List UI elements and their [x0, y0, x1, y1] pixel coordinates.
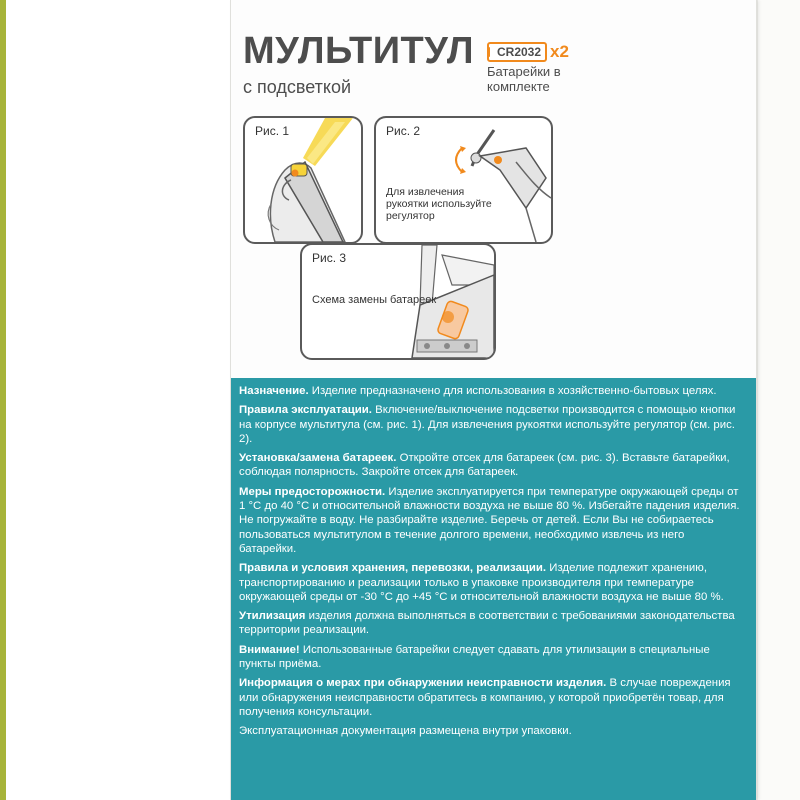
figure-1: [243, 116, 363, 244]
figure-3-label: Рис. 3: [312, 251, 347, 265]
instructions-block: [231, 378, 756, 800]
instruction-paragraph: Правила и условия хранения, перевозки, реализации. Изделие подлежит хранению, транспортированию и реализации только в упаковке производителя при температуре окружающей среды от -30 °С до +45 °С и относительной влажности воздуха не выше 80 %.: [239, 562, 724, 603]
battery-count: x2: [550, 42, 569, 61]
figure-1-label: Рис. 1: [255, 124, 290, 138]
product-subtitle: с подсветкой: [243, 77, 352, 97]
figure-2-label: Рис. 2: [386, 124, 421, 138]
instruction-paragraph: Утилизация изделия должна выполняться в соответствии с требованиями законодательства территории реализации.: [239, 610, 735, 637]
instruction-paragraph: Информация о мерах при обнаружении неисправности изделия. В случае повреждения или обнаружения неисправности обратитесь в компанию, у которой приобретён товар, для получения консультации.: [239, 677, 731, 718]
figure-3: [300, 243, 496, 360]
instruction-paragraph: Назначение. Изделие предназначено для использования в хозяйственно-бытовых целях.: [239, 385, 717, 397]
battery-badge: [487, 42, 569, 62]
battery-icon: CR2032: [487, 42, 547, 62]
product-title: МУЛЬТИТУЛ: [243, 30, 475, 72]
figure-3-caption: Схема замены батареек: [312, 294, 437, 306]
instruction-paragraph: Внимание! Использованные батарейки следует сдавать для утилизации в специальные пункты приёма.: [239, 643, 710, 671]
battery-note: Батарейки в комплекте: [487, 64, 561, 94]
left-edge-strip: [0, 0, 6, 800]
instruction-paragraph: Меры предосторожности. Изделие эксплуатируется при температуре окружающей среды от 1 °С до 40 °С и относительной влажности воздуха не выше 80 %. Избегайте падения изделия. Не погружайте в воду. Не разбирайте изделие. Беречь от детей. Если Вы не собираетесь пользоваться мультитулом в течение долгого времени, необходимо извлечь из него батарейки.: [239, 485, 740, 555]
instruction-paragraph: Правила эксплуатации. Включение/выключение подсветки производится с помощью кнопки на корпусе мультитула (см. рис. 1). Для извлечения рукоятки используйте регулятор (см. рис. 2).: [239, 404, 736, 445]
closing-note: Эксплуатационная документация размещена внутри упаковки.: [239, 725, 572, 738]
instruction-paragraph: Установка/замена батареек. Откройте отсек для батареек (см. рис. 3). Вставьте батарейки, соблюдая полярность. Закройте отсек для батареек.: [239, 452, 730, 479]
figure-2-caption: Для извлечения рукоятки используйте регулятор: [386, 186, 492, 222]
package-panel: [230, 0, 757, 800]
figure-2: [374, 116, 553, 244]
